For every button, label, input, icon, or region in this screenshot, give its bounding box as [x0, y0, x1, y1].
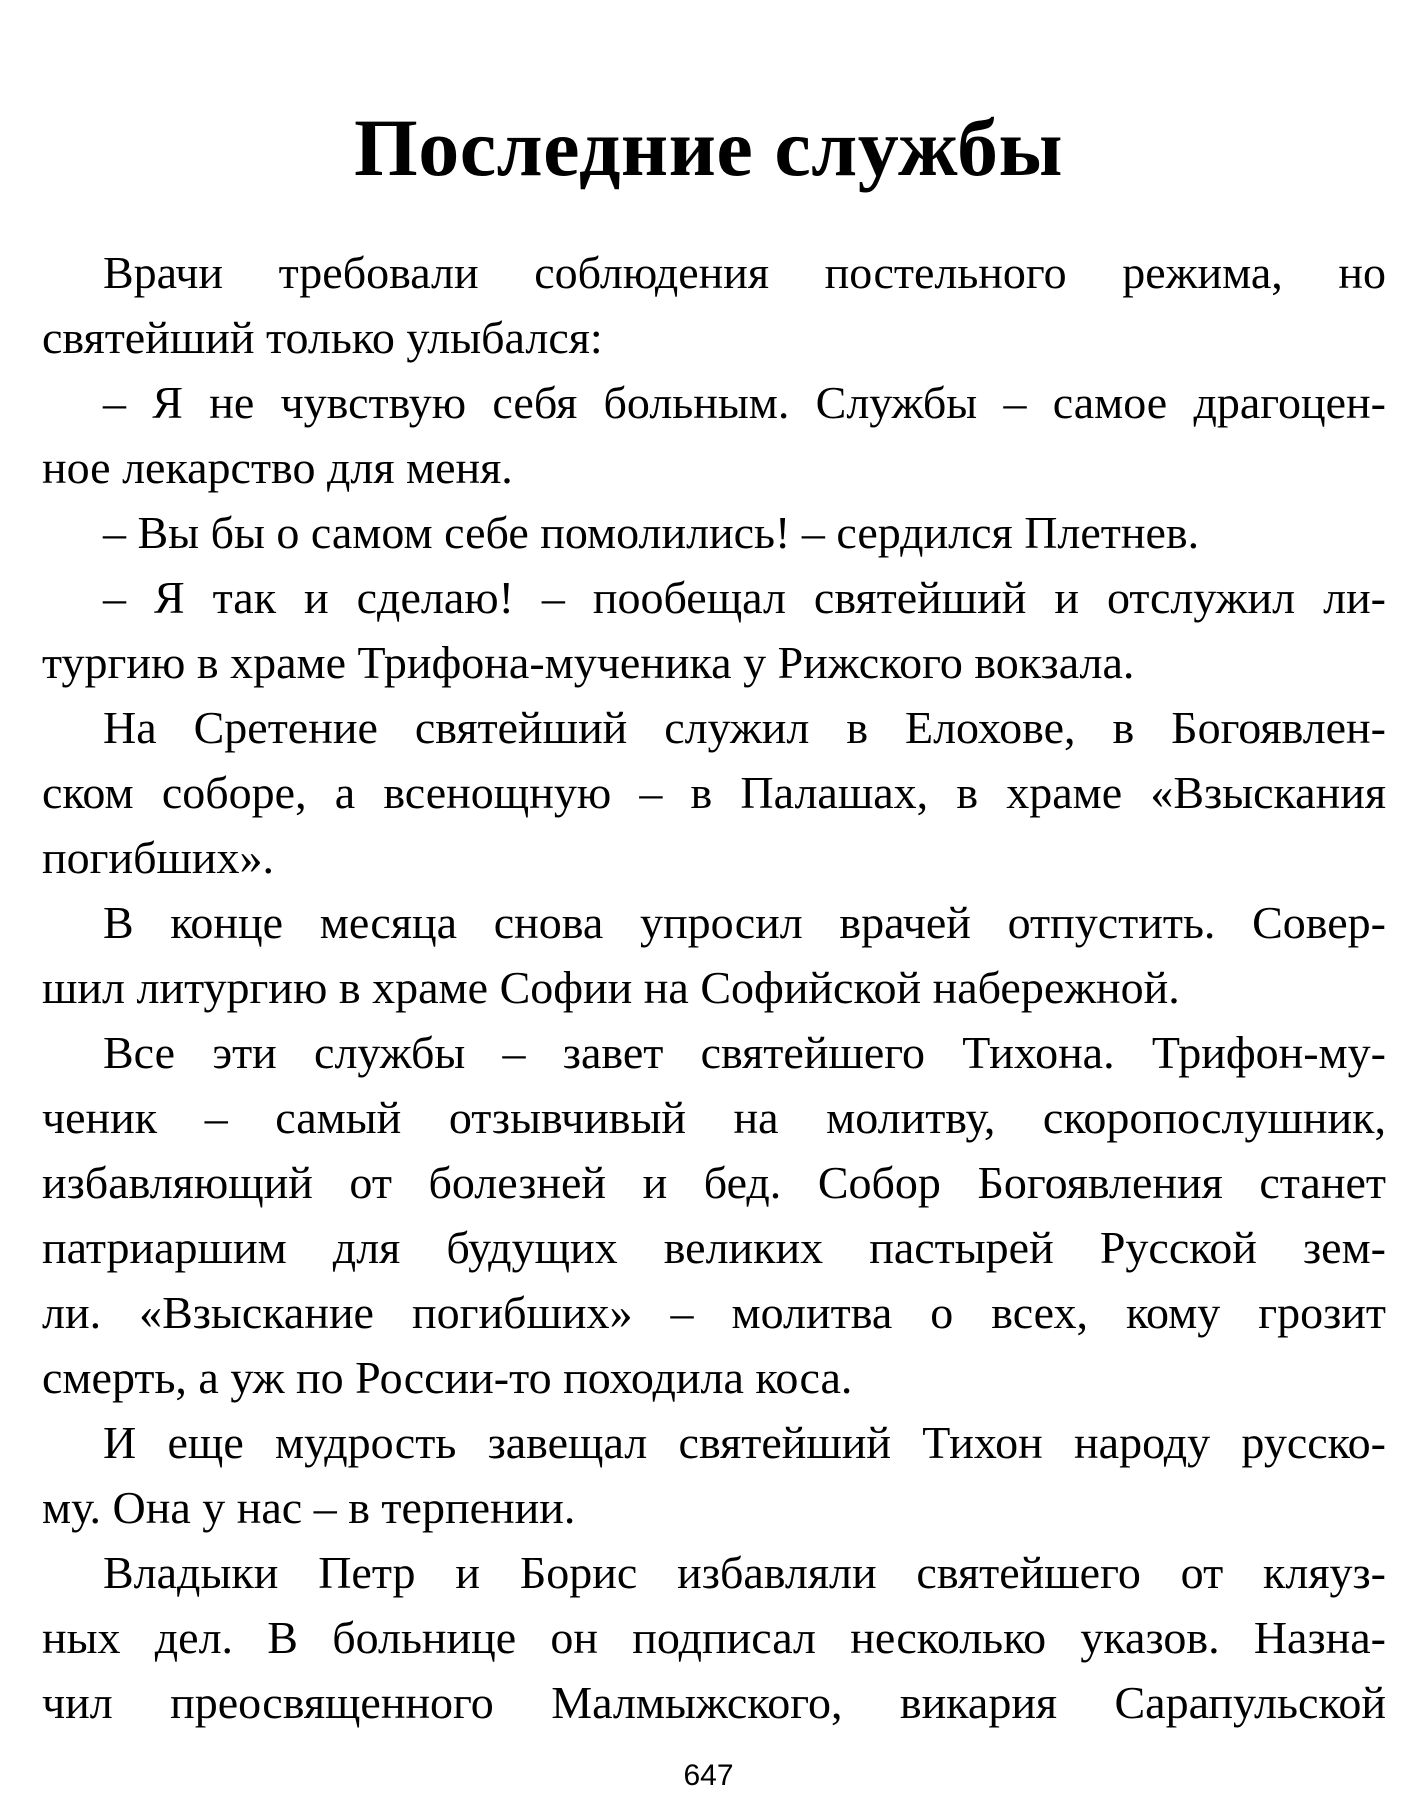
paragraph-7: [42, 1020, 1386, 1410]
text-line: тургию в храме Трифона-мученика у Рижского вокзала.: [42, 637, 1135, 688]
paragraph-3: [42, 500, 1386, 565]
text-line: ли. «Взыскание погибших» – молитва о всех, кому грозит: [42, 1287, 1386, 1338]
text-line: святейший только улыбался:: [42, 312, 603, 363]
text-line: – Вы бы о самом себе помолились! – сердился Плетнев.: [103, 507, 1200, 558]
text-line: И еще мудрость завещал святейший Тихон народу русско-: [103, 1417, 1386, 1468]
paragraph-2: [42, 370, 1386, 500]
paragraph-6: [42, 890, 1386, 1020]
text-line: му. Она у нас – в терпении.: [42, 1482, 576, 1533]
text-line: шил литургию в храме Софии на Софийской набережной.: [42, 962, 1180, 1013]
paragraph-9: [42, 1540, 1386, 1735]
text-line: Все эти службы – завет святейшего Тихона. Трифон-му-: [103, 1027, 1386, 1078]
text-line: избавляющий от болезней и бед. Собор Богоявления станет: [42, 1157, 1386, 1208]
text-line: – Я так и сделаю! – пообещал святейший и отслужил ли-: [103, 572, 1386, 623]
text-line: смерть, а уж по России-то походила коса.: [42, 1352, 853, 1403]
page-number: 647: [683, 1759, 734, 1792]
text-line: ченик – самый отзывчивый на молитву, скоропослушник,: [42, 1092, 1386, 1143]
text-line: патриаршим для будущих великих пастырей Русской зем-: [42, 1222, 1386, 1273]
text-line: Врачи требовали соблюдения постельного режима, но: [103, 247, 1386, 298]
text-line: ных дел. В больнице он подписал несколько указов. Назна-: [42, 1612, 1386, 1663]
text-line: ное лекарство для меня.: [42, 442, 513, 493]
paragraph-5: [42, 695, 1386, 890]
text-line: Владыки Петр и Борис избавляли святейшего от кляуз-: [103, 1547, 1386, 1598]
paragraph-1: [42, 240, 1386, 370]
text-line: ском соборе, а всенощную – в Палашах, в храме «Взыскания: [42, 767, 1386, 818]
text-line: В конце месяца снова упросил врачей отпустить. Совер-: [103, 897, 1386, 948]
text-line: На Сретение святейший служил в Елохове, в Богоявлен-: [103, 702, 1386, 753]
body-text: [42, 240, 1386, 1735]
text-line: погибших».: [42, 832, 275, 883]
text-line: чил преосвященного Малмыжского, викария Сарапульской: [42, 1677, 1386, 1728]
chapter-title: Последние службы: [353, 102, 1064, 193]
text-line: – Я не чувствую себя больным. Службы – самое драгоцен-: [103, 377, 1386, 428]
paragraph-8: [42, 1410, 1386, 1540]
paragraph-4: [42, 565, 1386, 695]
